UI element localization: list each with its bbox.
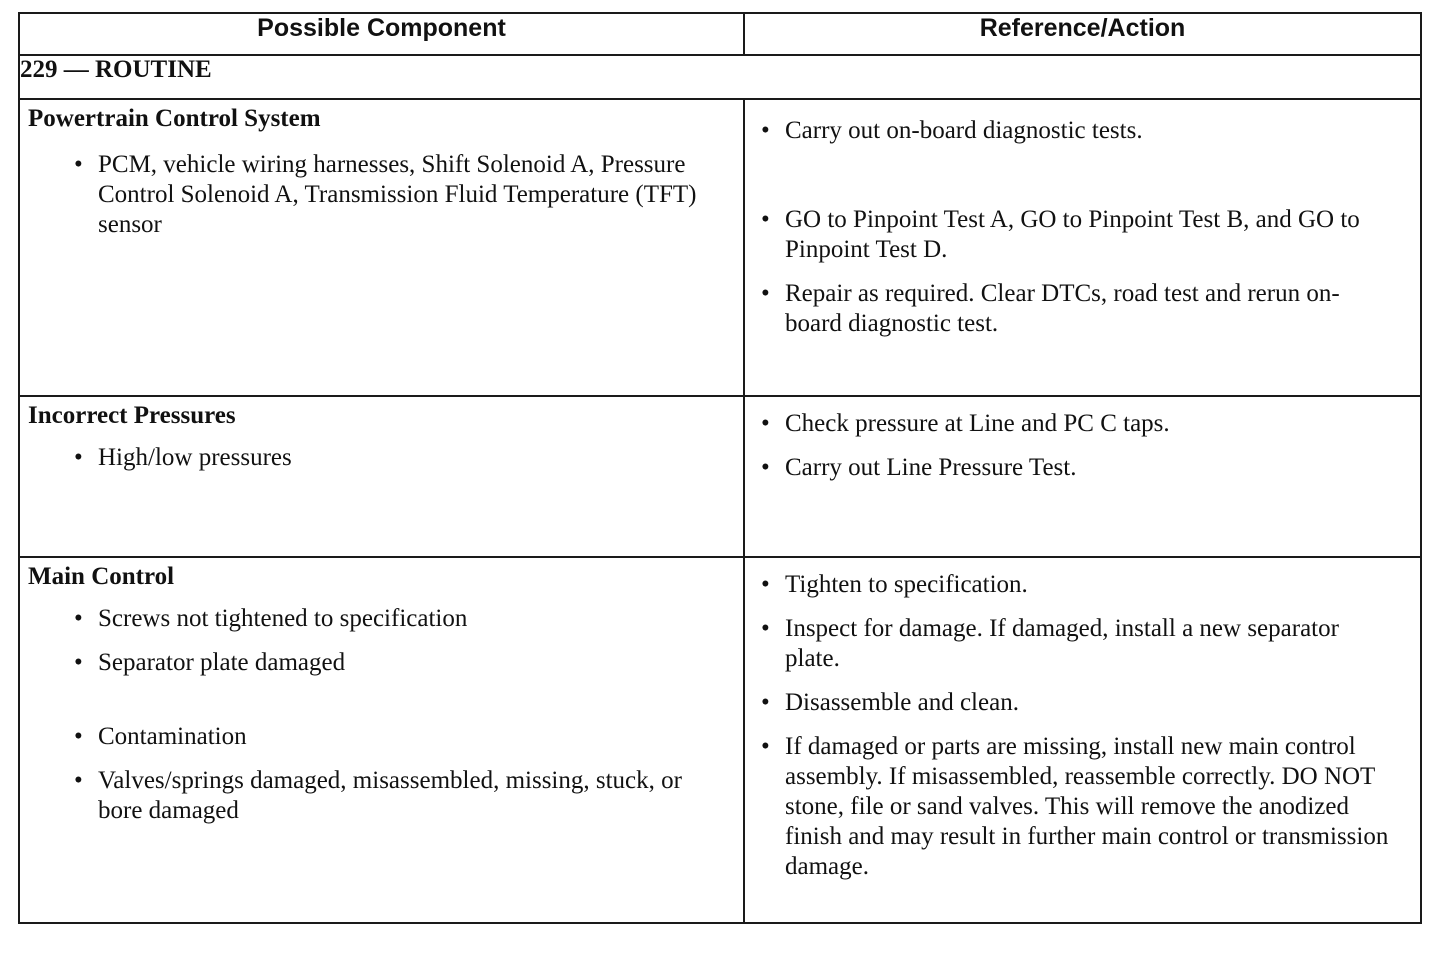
component-list-powertrain (20, 150, 743, 240)
component-list-main-control (20, 604, 743, 826)
component-list-pressures (20, 443, 743, 473)
group-row-pressures (19, 396, 1421, 557)
component-item: • Screws not tightened to specification (98, 604, 713, 634)
header-row (19, 13, 1421, 55)
group-title-pressures: Incorrect Pressures (28, 402, 236, 429)
routine-row (19, 55, 1421, 99)
group-row-powertrain (19, 99, 1421, 396)
component-item: • Contamination (98, 722, 713, 752)
group-title-main-control: Main Control (28, 563, 175, 590)
action-item: • If damaged or parts are missing, install new main control assembly. If misassembled, reassemble correctly. DO NOT stone, file or sand valves. This will remove the anodized finish and may result in further main control or transmission damage. (785, 732, 1390, 882)
component-cell-pressures (19, 396, 744, 557)
action-cell-main-control (744, 557, 1421, 923)
action-list-powertrain (745, 116, 1420, 339)
action-item: • Tighten to specification. (785, 570, 1390, 600)
action-item: • Carry out on-board diagnostic tests. (785, 116, 1390, 146)
routine-label: 229 — ROUTINE (19, 55, 1421, 99)
action-item: • Carry out Line Pressure Test. (785, 453, 1390, 483)
action-item: • Check pressure at Line and PC C taps. (785, 409, 1390, 439)
header-possible-component: Possible Component (19, 13, 744, 55)
component-item: • Separator plate damaged (98, 648, 713, 678)
action-item: • Repair as required. Clear DTCs, road test and rerun on-board diagnostic test. (785, 279, 1390, 339)
action-item: • Disassemble and clean. (785, 688, 1390, 718)
diagnostic-table-page (18, 12, 1420, 924)
action-item: • GO to Pinpoint Test A, GO to Pinpoint Test B, and GO to Pinpoint Test D. (785, 205, 1390, 265)
component-item: • PCM, vehicle wiring harnesses, Shift Solenoid A, Pressure Control Solenoid A, Transmission Fluid Temperature (TFT) sensor (98, 150, 713, 240)
group-row-main-control (19, 557, 1421, 923)
component-item: • Valves/springs damaged, misassembled, missing, stuck, or bore damaged (98, 766, 713, 826)
component-cell-main-control (19, 557, 744, 923)
header-reference-action: Reference/Action (744, 13, 1421, 55)
diagnostic-table (18, 12, 1422, 924)
action-cell-pressures (744, 396, 1421, 557)
action-list-pressures (745, 409, 1420, 483)
group-title-powertrain: Powertrain Control System (28, 105, 321, 132)
action-list-main-control (745, 570, 1420, 882)
action-cell-powertrain (744, 99, 1421, 396)
component-cell-powertrain (19, 99, 744, 396)
action-item: • Inspect for damage. If damaged, install a new separator plate. (785, 614, 1390, 674)
component-item: • High/low pressures (98, 443, 713, 473)
